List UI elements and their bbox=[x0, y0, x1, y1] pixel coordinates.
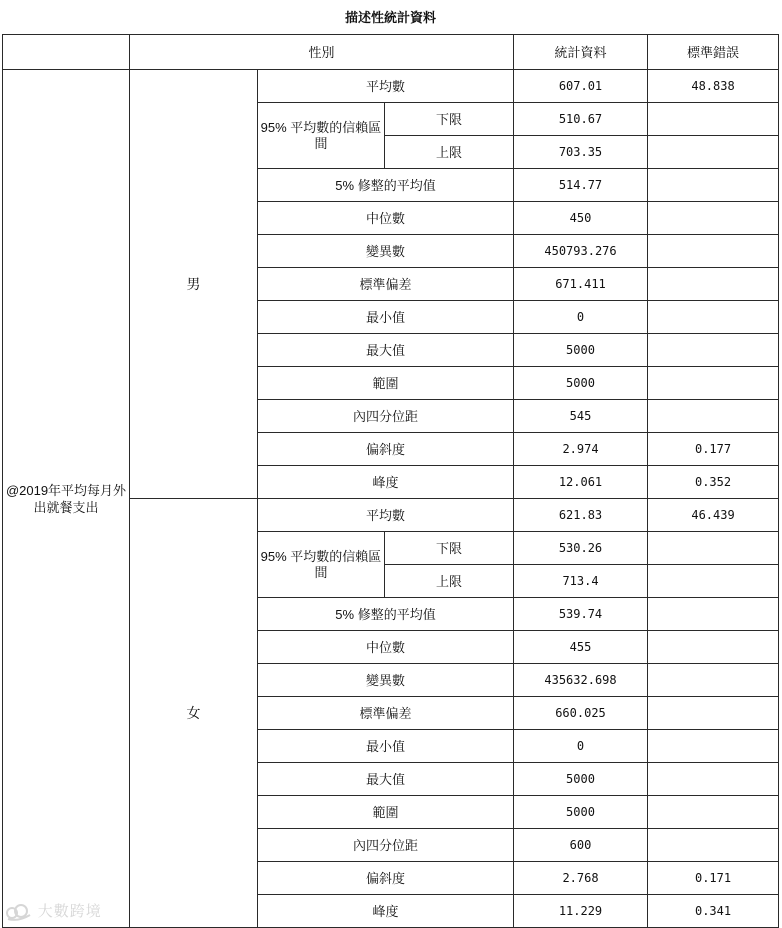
ci-label: 95% 平均數的信賴區間 bbox=[258, 532, 385, 598]
stat-value: 435632.698 bbox=[514, 664, 648, 697]
header-std-error: 標準錯誤 bbox=[648, 35, 779, 70]
stat-value: 0 bbox=[514, 301, 648, 334]
std-error-value: 46.439 bbox=[648, 499, 779, 532]
std-error-value bbox=[648, 796, 779, 829]
stat-label: 最大值 bbox=[258, 334, 514, 367]
gender-cell: 男 bbox=[130, 70, 258, 499]
std-error-value bbox=[648, 301, 779, 334]
std-error-value bbox=[648, 400, 779, 433]
std-error-value: 48.838 bbox=[648, 70, 779, 103]
std-error-value: 0.177 bbox=[648, 433, 779, 466]
table-title: 描述性統計資料 bbox=[3, 0, 779, 35]
stat-value: 671.411 bbox=[514, 268, 648, 301]
ci-upper-label: 上限 bbox=[385, 565, 514, 598]
stat-value: 514.77 bbox=[514, 169, 648, 202]
stat-value: 5000 bbox=[514, 367, 648, 400]
ci-upper-label: 上限 bbox=[385, 136, 514, 169]
stat-label: 最小值 bbox=[258, 301, 514, 334]
stat-label: 範圍 bbox=[258, 796, 514, 829]
stat-value: 660.025 bbox=[514, 697, 648, 730]
stat-value: 621.83 bbox=[514, 499, 648, 532]
std-error-empty bbox=[648, 532, 779, 565]
stat-value: 607.01 bbox=[514, 70, 648, 103]
ci-label: 95% 平均數的信賴區間 bbox=[258, 103, 385, 169]
std-error-value bbox=[648, 664, 779, 697]
stat-label: 內四分位距 bbox=[258, 829, 514, 862]
stat-label: 最小值 bbox=[258, 730, 514, 763]
stat-label: 變異數 bbox=[258, 235, 514, 268]
stat-label: 中位數 bbox=[258, 631, 514, 664]
std-error-value: 0.171 bbox=[648, 862, 779, 895]
stat-value: 5000 bbox=[514, 796, 648, 829]
std-error-value bbox=[648, 598, 779, 631]
stat-label: 標準偏差 bbox=[258, 268, 514, 301]
stat-value: 2.974 bbox=[514, 433, 648, 466]
std-error-value: 0.341 bbox=[648, 895, 779, 928]
std-error-value bbox=[648, 334, 779, 367]
ci-lower-label: 下限 bbox=[385, 532, 514, 565]
watermark-logo-icon bbox=[6, 903, 32, 921]
stat-value: 455 bbox=[514, 631, 648, 664]
stat-value: 11.229 bbox=[514, 895, 648, 928]
std-error-value bbox=[648, 235, 779, 268]
stat-label: 5% 修整的平均值 bbox=[258, 169, 514, 202]
stat-value: 450 bbox=[514, 202, 648, 235]
gender-cell: 女 bbox=[130, 499, 258, 928]
std-error-value: 0.352 bbox=[648, 466, 779, 499]
std-error-value bbox=[648, 169, 779, 202]
std-error-empty bbox=[648, 565, 779, 598]
std-error-value bbox=[648, 631, 779, 664]
std-error-value bbox=[648, 697, 779, 730]
variable-name-cell: @2019年平均每月外出就餐支出 bbox=[3, 70, 130, 928]
std-error-empty bbox=[648, 136, 779, 169]
ci-upper-value: 713.4 bbox=[514, 565, 648, 598]
std-error-value bbox=[648, 763, 779, 796]
ci-lower-value: 510.67 bbox=[514, 103, 648, 136]
descriptive-statistics-table bbox=[2, 0, 779, 928]
stat-label: 平均數 bbox=[258, 70, 514, 103]
stat-label: 平均數 bbox=[258, 499, 514, 532]
header-gender: 性別 bbox=[130, 35, 514, 70]
stat-label: 偏斜度 bbox=[258, 433, 514, 466]
stat-value: 5000 bbox=[514, 763, 648, 796]
std-error-value bbox=[648, 268, 779, 301]
std-error-value bbox=[648, 202, 779, 235]
stat-value: 5000 bbox=[514, 334, 648, 367]
stat-label: 變異數 bbox=[258, 664, 514, 697]
stat-value: 600 bbox=[514, 829, 648, 862]
ci-lower-value: 530.26 bbox=[514, 532, 648, 565]
table-row bbox=[3, 70, 779, 103]
stat-value: 450793.276 bbox=[514, 235, 648, 268]
stat-value: 539.74 bbox=[514, 598, 648, 631]
stat-value: 545 bbox=[514, 400, 648, 433]
stat-label: 最大值 bbox=[258, 763, 514, 796]
std-error-value bbox=[648, 367, 779, 400]
stat-value: 12.061 bbox=[514, 466, 648, 499]
stat-label: 標準偏差 bbox=[258, 697, 514, 730]
ci-lower-label: 下限 bbox=[385, 103, 514, 136]
ci-upper-value: 703.35 bbox=[514, 136, 648, 169]
std-error-value bbox=[648, 730, 779, 763]
std-error-value bbox=[648, 829, 779, 862]
watermark bbox=[6, 900, 102, 921]
header-statistic: 統計資料 bbox=[514, 35, 648, 70]
stat-label: 峰度 bbox=[258, 466, 514, 499]
watermark-text: 大數跨境 bbox=[37, 902, 102, 920]
stat-label: 中位數 bbox=[258, 202, 514, 235]
stat-label: 偏斜度 bbox=[258, 862, 514, 895]
stat-label: 內四分位距 bbox=[258, 400, 514, 433]
header-empty-cell bbox=[3, 35, 130, 70]
stat-label: 峰度 bbox=[258, 895, 514, 928]
stat-value: 2.768 bbox=[514, 862, 648, 895]
stat-value: 0 bbox=[514, 730, 648, 763]
stat-label: 5% 修整的平均值 bbox=[258, 598, 514, 631]
std-error-empty bbox=[648, 103, 779, 136]
stat-label: 範圍 bbox=[258, 367, 514, 400]
